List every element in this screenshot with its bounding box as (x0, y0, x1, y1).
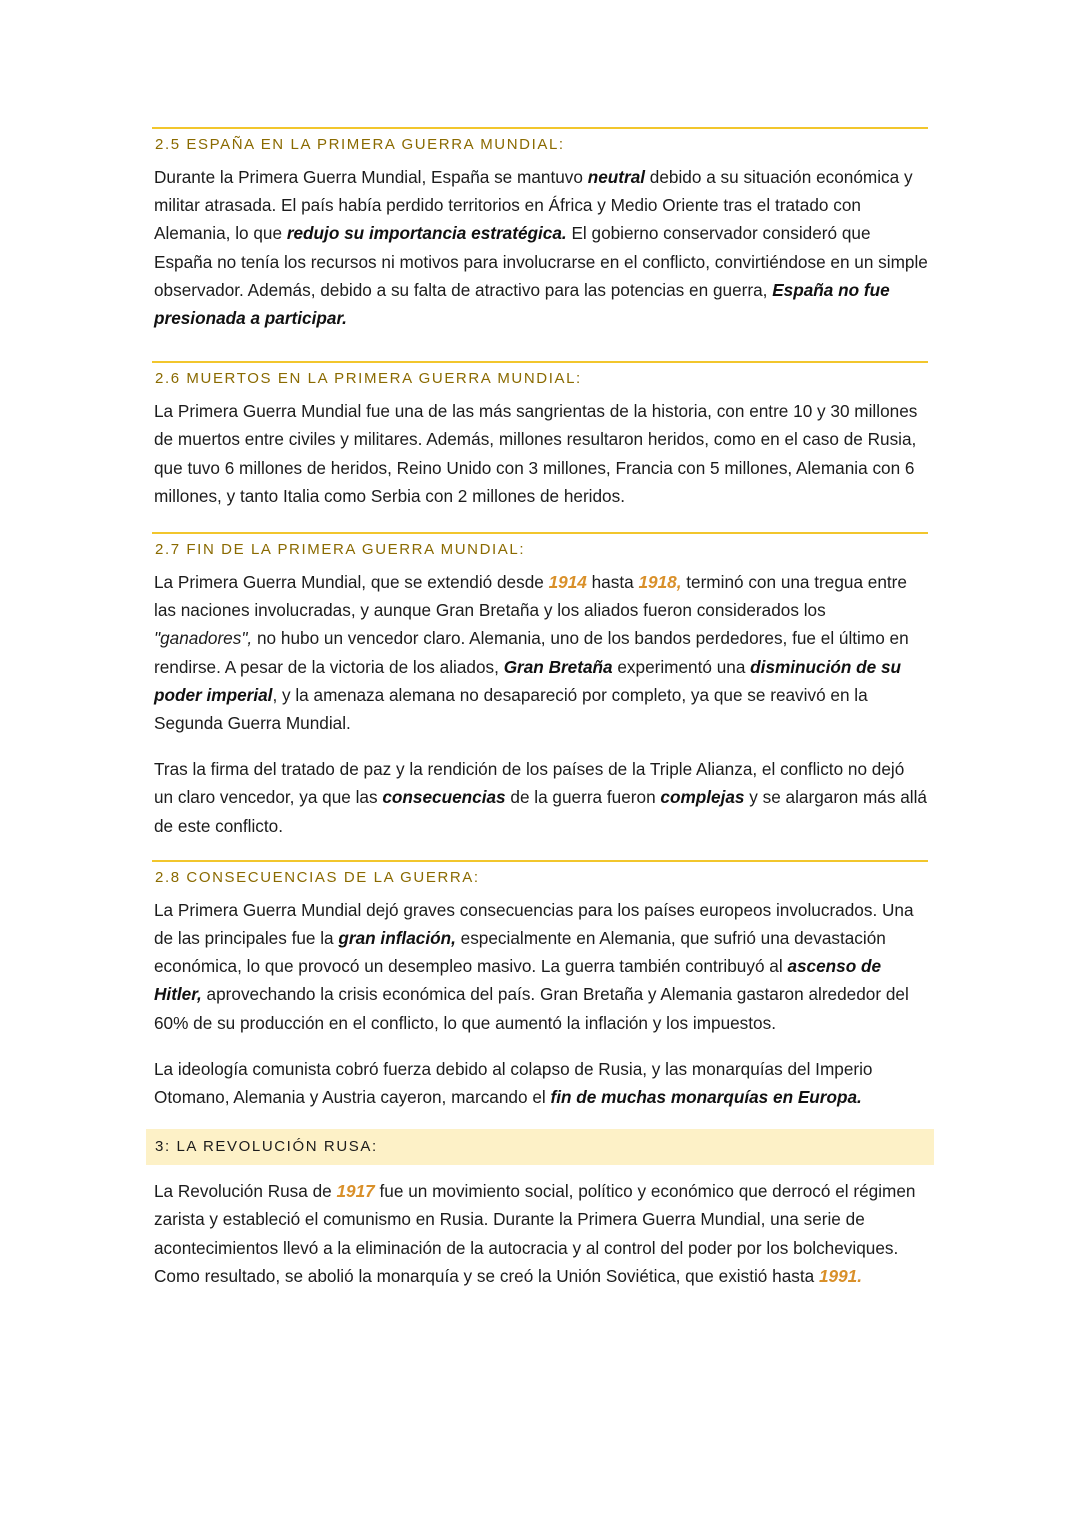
text-run: experimentó una (612, 656, 751, 677)
section-consecuencias-guerra (152, 860, 928, 1111)
year-highlight: 1917 (336, 1181, 375, 1202)
section-heading: 2.5 ESPAÑA EN LA PRIMERA GUERRA MUNDIAL: (152, 127, 928, 153)
year-highlight: 1914 (548, 572, 587, 593)
text-run: Durante la Primera Guerra Mundial, España se mantuvo (154, 167, 588, 187)
text-run: La Primera Guerra Mundial dejó graves consecuencias para los países europeos involucrados. Una de las principales fue la (154, 899, 914, 949)
text-run: especialmente en Alemania, que sufrió una devastación económica, lo que provocó un desempleo masivo. La guerra también contribuyó al (154, 928, 886, 977)
emphasis-text: neutral (587, 167, 646, 187)
emphasis-text: España no fue presionada a participar. (154, 279, 890, 329)
text-run: La Primera Guerra Mundial fue una de las más sangrientas de la historia, con entre 10 y 30 millones de muertos entre civiles y militares. Además, millones resultaron heridos, como en el caso de Rusia, que tuvo 6 millones de heridos, Reino Unido con 3 millones, Francia con 5 millones, Alemania con 6 millones, y tanto Italia como Serbia con 2 millones de heridos. (154, 401, 918, 506)
paragraph (152, 397, 928, 510)
paragraph (152, 1177, 928, 1290)
emphasis-text: consecuencias (382, 787, 506, 808)
text-run: Tras la firma del tratado de paz y la rendición de los países de la Triple Alianza, el conflicto no dejó un claro vencedor, ya que las (154, 759, 905, 808)
chapter-heading: 3: LA REVOLUCIÓN RUSA: (146, 1129, 934, 1165)
text-run: La ideología comunista cobró fuerza debido al colapso de Rusia, y las monarquías del Imperio Otomano, Alemania y Austria cayeron, marcando el (154, 1058, 873, 1108)
section-heading: 2.8 CONSECUENCIAS DE LA GUERRA: (152, 860, 928, 886)
text-run: aprovechando la crisis económica del país. Gran Bretaña y Alemania gastaron alrededor del 60% de su producción en el conflicto, lo que aumentó la inflación y los impuestos. (154, 984, 909, 1033)
text-run: no hubo un vencedor claro. Alemania, uno de los bandos perdedores, fue el último en rendirse. A pesar de la victoria de los aliados, (154, 628, 909, 677)
text-run: hasta (586, 572, 639, 593)
emphasis-text: Gran Bretaña (503, 656, 613, 677)
text-run: , y la amenaza alemana no desapareció por completo, ya que se reavivó en la Segunda Guerra Mundial. (154, 684, 868, 734)
italic-text: "ganadores", (154, 628, 253, 649)
paragraph (152, 896, 928, 1037)
section-muertos-primera-guerra (152, 361, 928, 510)
emphasis-text: redujo su importancia estratégica. (286, 223, 567, 244)
text-run: La Revolución Rusa de (154, 1181, 337, 1202)
section-heading: 2.7 FIN DE LA PRIMERA GUERRA MUNDIAL: (152, 532, 928, 558)
section-espana-primera-guerra (152, 127, 928, 332)
emphasis-text: complejas (660, 787, 745, 808)
text-run: La Primera Guerra Mundial, que se extendió desde (154, 572, 549, 593)
text-run: debido a su situación económica y militar atrasada. El país había perdido territorios en África y Medio Oriente tras el tratado con Alemania, lo que (154, 167, 913, 244)
text-run: de la guerra fueron (505, 787, 661, 808)
text-run: y se alargaron más allá de este conflicto. (154, 787, 927, 836)
emphasis-text: fin de muchas monarquías en Europa. (550, 1087, 862, 1108)
text-run: fue un movimiento social, político y económico que derrocó el régimen zarista y estableció el comunismo en Rusia. Durante la Primera Guerra Mundial, una serie de acontecimientos llevó a la eliminación de la autocracia y al control del poder por los bolcheviques. Como resultado, se abolió la monarquía y se creó la Unión Soviética, que existió hasta (154, 1181, 916, 1286)
emphasis-text: disminución de su poder imperial (154, 656, 902, 705)
section-fin-primera-guerra (152, 532, 928, 840)
paragraph (152, 755, 928, 840)
section-heading: 2.6 MUERTOS EN LA PRIMERA GUERRA MUNDIAL: (152, 361, 928, 387)
paragraph (152, 568, 928, 737)
section-revolucion-rusa (152, 1129, 928, 1290)
paragraph (152, 163, 928, 332)
text-run: terminó con una tregua entre las naciones involucradas, y aunque Gran Bretaña y los aliados fueron considerados los (154, 572, 907, 621)
paragraph (152, 1055, 928, 1111)
text-run: El gobierno conservador consideró que España no tenía los recursos ni motivos para involucrarse en el conflicto, convirtiéndose en un simple observador. Además, debido a su falta de atractivo para las potencias en guerra, (154, 223, 928, 300)
year-highlight: 1918, (638, 572, 682, 593)
year-highlight: 1991. (818, 1265, 862, 1286)
document-page (152, 127, 928, 1290)
emphasis-text: ascenso de Hitler, (154, 956, 882, 1005)
emphasis-text: gran inflación, (338, 928, 456, 949)
